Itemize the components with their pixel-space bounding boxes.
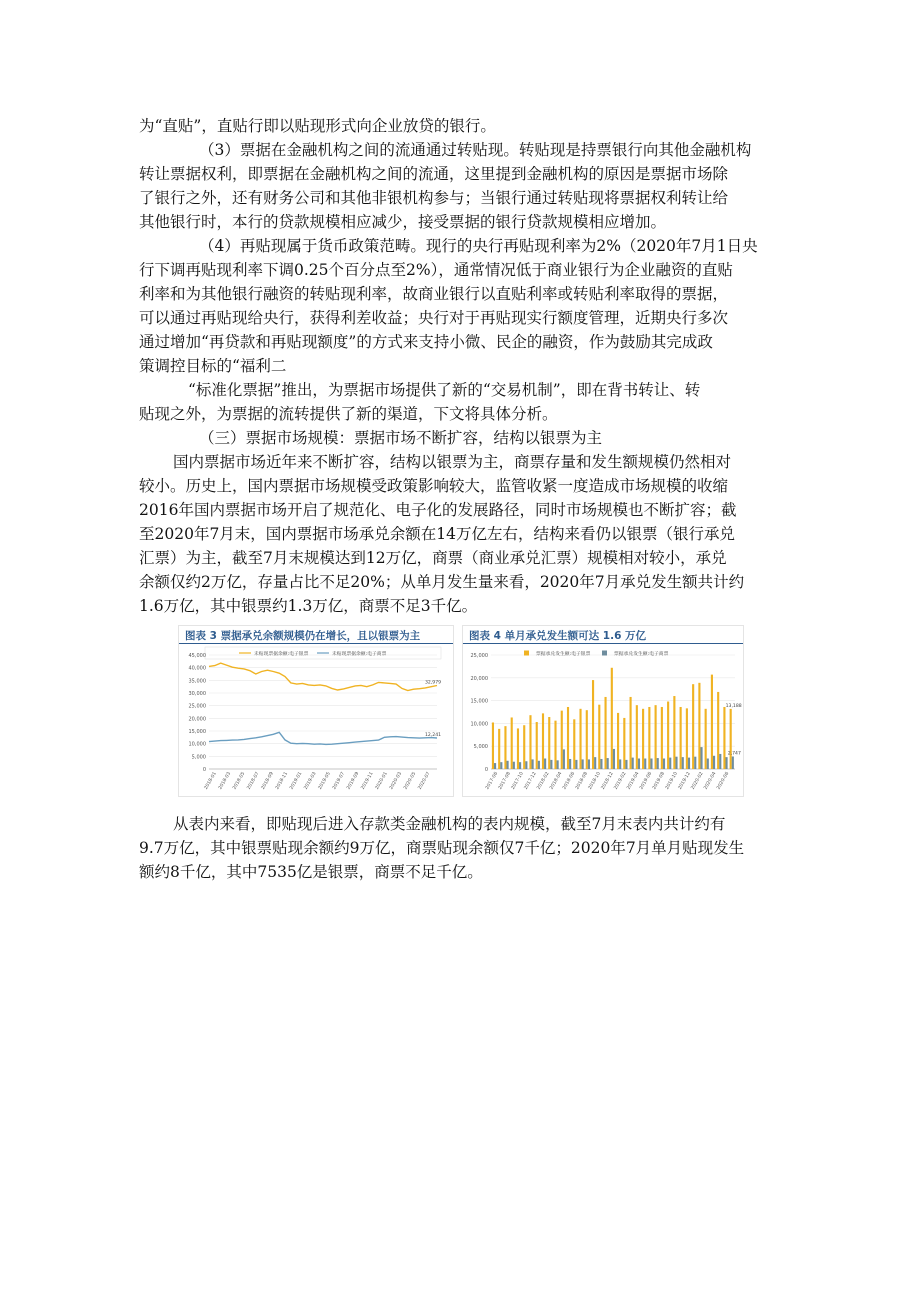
bar [636, 705, 638, 769]
bar [713, 756, 715, 769]
bar [700, 747, 702, 769]
bar [698, 683, 700, 769]
bar [536, 722, 538, 769]
legend-label: 未贴现票据余额:电子银票 [254, 652, 309, 657]
y-tick-label: 45,000 [188, 653, 206, 659]
bar [604, 697, 606, 769]
y-tick-label: 20,000 [188, 716, 206, 723]
paragraph-line: 从表内来看，即贴现后进入存款类金融机构的表内规模，截至7月末表内共计约有 [173, 815, 726, 833]
x-tick-label: 2018-04 [549, 771, 564, 791]
bar [625, 760, 627, 769]
bar [550, 760, 552, 769]
paragraph-line: 可以通过再贴现给央行，获得利差收益；央行对于再贴现实行额度管理，近期央行多次 [139, 309, 729, 327]
section-heading: （三）票据市场规模：票据市场不断扩容，结构以银票为主 [199, 429, 603, 447]
legend-label: 票据承兑发生额:电子银票 [536, 652, 591, 657]
paragraph-line: 为“直贴”，直贴行即以贴现形式向企业放贷的银行。 [139, 117, 496, 135]
bar [544, 759, 546, 769]
paragraph-line: 较小。历史上，国内票据市场规模受政策影响较大，监管收紧一度造成市场规模的收缩 [139, 477, 729, 495]
bar [573, 719, 575, 769]
bar [575, 760, 577, 769]
charts-row [178, 625, 744, 795]
x-tick-label: 2019-01 [289, 771, 304, 791]
x-tick-label: 2018-02 [536, 771, 551, 791]
bar [498, 729, 500, 769]
x-tick-label: 2020-04 [703, 771, 718, 791]
x-tick-label: 2019-04 [626, 771, 641, 791]
data-label: 12,241 [425, 732, 442, 738]
y-tick-label: 0 [484, 767, 488, 773]
x-tick-label: 2019-12 [677, 771, 692, 791]
x-tick-label: 2019-10 [665, 771, 679, 791]
x-tick-label: 2017-08 [498, 771, 512, 791]
chart-title: 图表 3 票据承兑余额规模仍在增长，且以银票为主 [185, 630, 421, 642]
paragraph-line: 转让票据权利，即票据在金融机构之间的流通，这里提到金融机构的原因是票据市场除 [139, 165, 729, 183]
bar [548, 717, 550, 769]
bar [675, 757, 677, 769]
x-tick-label: 2018-08 [575, 771, 590, 791]
paragraph-line: （3）票据在金融机构之间的流通通过转贴现。转贴现是持票银行向其他金融机构 [199, 141, 752, 159]
bar [588, 759, 590, 769]
y-tick-label: 40,000 [188, 665, 206, 672]
bar [669, 758, 671, 769]
bar [723, 707, 725, 769]
y-tick-label: 25,000 [188, 703, 206, 710]
legend-label: 票据承兑发生额:电子商票 [614, 652, 669, 657]
bar [667, 702, 669, 769]
x-tick-label: 2018-03 [218, 771, 233, 791]
bar [579, 709, 581, 769]
bar [523, 725, 525, 769]
bar [594, 757, 596, 769]
y-tick-label: 5,000 [191, 754, 206, 761]
bar [532, 759, 534, 769]
bar [519, 762, 521, 769]
bar [725, 757, 727, 769]
bar [707, 759, 709, 769]
x-tick-label: 2017-12 [523, 771, 538, 791]
bar [617, 713, 619, 769]
bar [500, 762, 502, 769]
bar [657, 758, 659, 769]
x-tick-label: 2020-01 [374, 771, 389, 791]
bar [586, 710, 588, 769]
x-tick-label: 2018-11 [275, 771, 290, 791]
bar [598, 705, 600, 769]
bar [650, 759, 652, 769]
bar [682, 757, 684, 769]
bar [517, 728, 519, 769]
series-line [209, 663, 437, 690]
bar [688, 758, 690, 769]
bar [630, 697, 632, 769]
paragraph-line: 了银行之外，还有财务公司和其他非银机构参与；当银行通过转贴现将票据权利转让给 [139, 189, 729, 207]
bar [492, 722, 494, 769]
x-tick-label: 2019-08 [652, 771, 667, 791]
bar [655, 705, 657, 769]
legend-swatch [524, 651, 529, 656]
x-tick-label: 2020-07 [417, 771, 432, 791]
bar [569, 759, 571, 769]
x-tick-label: 2019-07 [332, 771, 347, 791]
paragraph-line: 9.7万亿，其中银票贴现余额约9万亿，商票贴现余额仅7千亿；2020年7月单月贴现发生 [139, 839, 745, 857]
data-label: 32,979 [425, 680, 442, 686]
line-chart-svg [179, 645, 453, 795]
bar [673, 696, 675, 769]
bar [494, 763, 496, 769]
bar [563, 749, 565, 769]
bar [529, 715, 531, 769]
y-tick-label: 0 [202, 767, 206, 773]
chart-4 [462, 625, 744, 797]
x-tick-label: 2019-03 [303, 771, 318, 791]
chart-title-divider [179, 643, 453, 644]
bar [632, 758, 634, 769]
x-tick-label: 2019-11 [360, 771, 375, 791]
x-tick-label: 2018-12 [600, 771, 615, 791]
y-tick-label: 25,000 [470, 653, 488, 659]
paragraph-line: 2016年国内票据市场开启了规范化、电子化的发展路径，同时市场规模也不断扩容；截 [139, 501, 737, 519]
paragraph-line: 行下调再贴现利率下调0.25个百分点至2%），通常情况低于商业银行为企业融资的直贴 [139, 261, 733, 279]
bar [557, 760, 559, 769]
paragraph-line: 贴现之外，为票据的流转提供了新的渠道，下文将具体分析。 [139, 405, 558, 423]
bar [644, 759, 646, 769]
bar [623, 718, 625, 769]
x-tick-label: 2019-05 [317, 771, 332, 791]
bar [680, 707, 682, 769]
bar [582, 759, 584, 769]
paragraph-line: 通过增加“再贷款和再贴现额度”的方式来支持小微、民企的融资，作为鼓励其完成政 [139, 333, 713, 351]
bar [642, 709, 644, 769]
paragraph-line: 策调控目标的“福利二 [139, 357, 287, 375]
paragraph-line: 1.6万亿，其中银票约1.3万亿，商票不足3千亿。 [139, 597, 478, 615]
x-tick-label: 2018-10 [587, 771, 602, 791]
bar [607, 758, 609, 769]
bar [732, 756, 734, 769]
x-tick-label: 2020-05 [403, 771, 418, 791]
y-tick-label: 10,000 [188, 741, 206, 748]
bar [711, 675, 713, 769]
y-tick-label: 15,000 [470, 698, 488, 705]
data-label: 2,747 [727, 751, 741, 757]
bar [613, 749, 615, 769]
x-tick-label: 2018-09 [260, 771, 275, 791]
bar [663, 759, 665, 769]
x-tick-label: 2018-05 [232, 771, 247, 791]
bar [694, 757, 696, 769]
bar [638, 759, 640, 769]
x-tick-label: 2020-02 [690, 771, 705, 791]
bar [619, 759, 621, 769]
legend-swatch [602, 651, 607, 656]
paragraph-line: 至2020年7月末，国内票据市场承兑余额在14万亿左右，结构来看仍以银票（银行承兑 [139, 525, 736, 543]
bar [592, 680, 594, 769]
bar [561, 711, 563, 769]
y-tick-label: 35,000 [188, 678, 206, 685]
paragraph-line: 其他银行时，本行的贷款规模相应减少，接受票据的银行贷款规模相应增加。 [139, 213, 667, 231]
bar [611, 668, 613, 769]
paragraph-line: “标准化票据”推出，为票据市场提供了新的“交易机制”，即在背书转让、转 [188, 381, 701, 399]
bar [567, 707, 569, 769]
bar [504, 726, 506, 769]
paragraph-line: （4）再贴现属于货币政策范畴。现行的央行再贴现利率为2%（2020年7月1日央 [199, 237, 758, 255]
paragraph-line: 利率和为其他银行融资的转贴现利率，故商业银行以直贴利率或转贴利率取得的票据， [139, 285, 729, 303]
paragraph-line: 国内票据市场近年来不断扩容，结构以银票为主，商票存量和发生额规模仍然相对 [173, 453, 732, 471]
bar [507, 761, 509, 769]
x-tick-label: 2017-10 [510, 771, 525, 791]
y-tick-label: 20,000 [470, 675, 488, 682]
bar [686, 708, 688, 769]
bar [717, 692, 719, 769]
bar [525, 761, 527, 769]
bar [730, 709, 732, 769]
bar-chart-svg [463, 645, 743, 795]
x-tick-label: 2017-06 [485, 771, 500, 791]
paragraph-line: 余额仅约2万亿，存量占比不足20%；从单月发生量来看，2020年7月承兑发生额共计约 [139, 573, 745, 591]
x-tick-label: 2018-06 [562, 771, 577, 791]
x-tick-label: 2018-01 [203, 771, 218, 791]
bar [705, 709, 707, 769]
x-tick-label: 2020-03 [389, 771, 404, 791]
x-tick-label: 2018-07 [246, 771, 261, 791]
x-tick-label: 2019-02 [613, 771, 628, 791]
bar [513, 762, 515, 769]
chart-3 [178, 625, 454, 797]
legend-label: 未贴现票据余额:电子商票 [332, 652, 387, 657]
data-label: 13,188 [725, 703, 742, 709]
bar [554, 721, 556, 769]
bar [542, 713, 544, 769]
y-tick-label: 30,000 [188, 691, 206, 697]
bar [600, 759, 602, 769]
series-line [209, 732, 437, 744]
paragraph-line: 额约8千亿，其中7535亿是银票，商票不足千亿。 [139, 863, 483, 881]
y-tick-label: 15,000 [188, 729, 206, 735]
bar [511, 717, 513, 769]
chart-title: 图表 4 单月承兑发生额可达 1.6 万亿 [469, 630, 647, 642]
bar [648, 707, 650, 769]
bar [692, 684, 694, 769]
x-tick-label: 2019-09 [346, 771, 361, 791]
bar [538, 761, 540, 769]
bar [661, 707, 663, 769]
y-tick-label: 5,000 [473, 744, 488, 751]
x-tick-label: 2019-06 [639, 771, 654, 791]
bar [719, 754, 721, 769]
y-tick-label: 10,000 [470, 721, 488, 728]
x-tick-label: 2020-06 [716, 771, 731, 791]
paragraph-line: 汇票）为主，截至7月末规模达到12万亿，商票（商业承兑汇票）规模相对较小，承兑 [139, 549, 727, 567]
chart-title-divider [463, 643, 743, 644]
